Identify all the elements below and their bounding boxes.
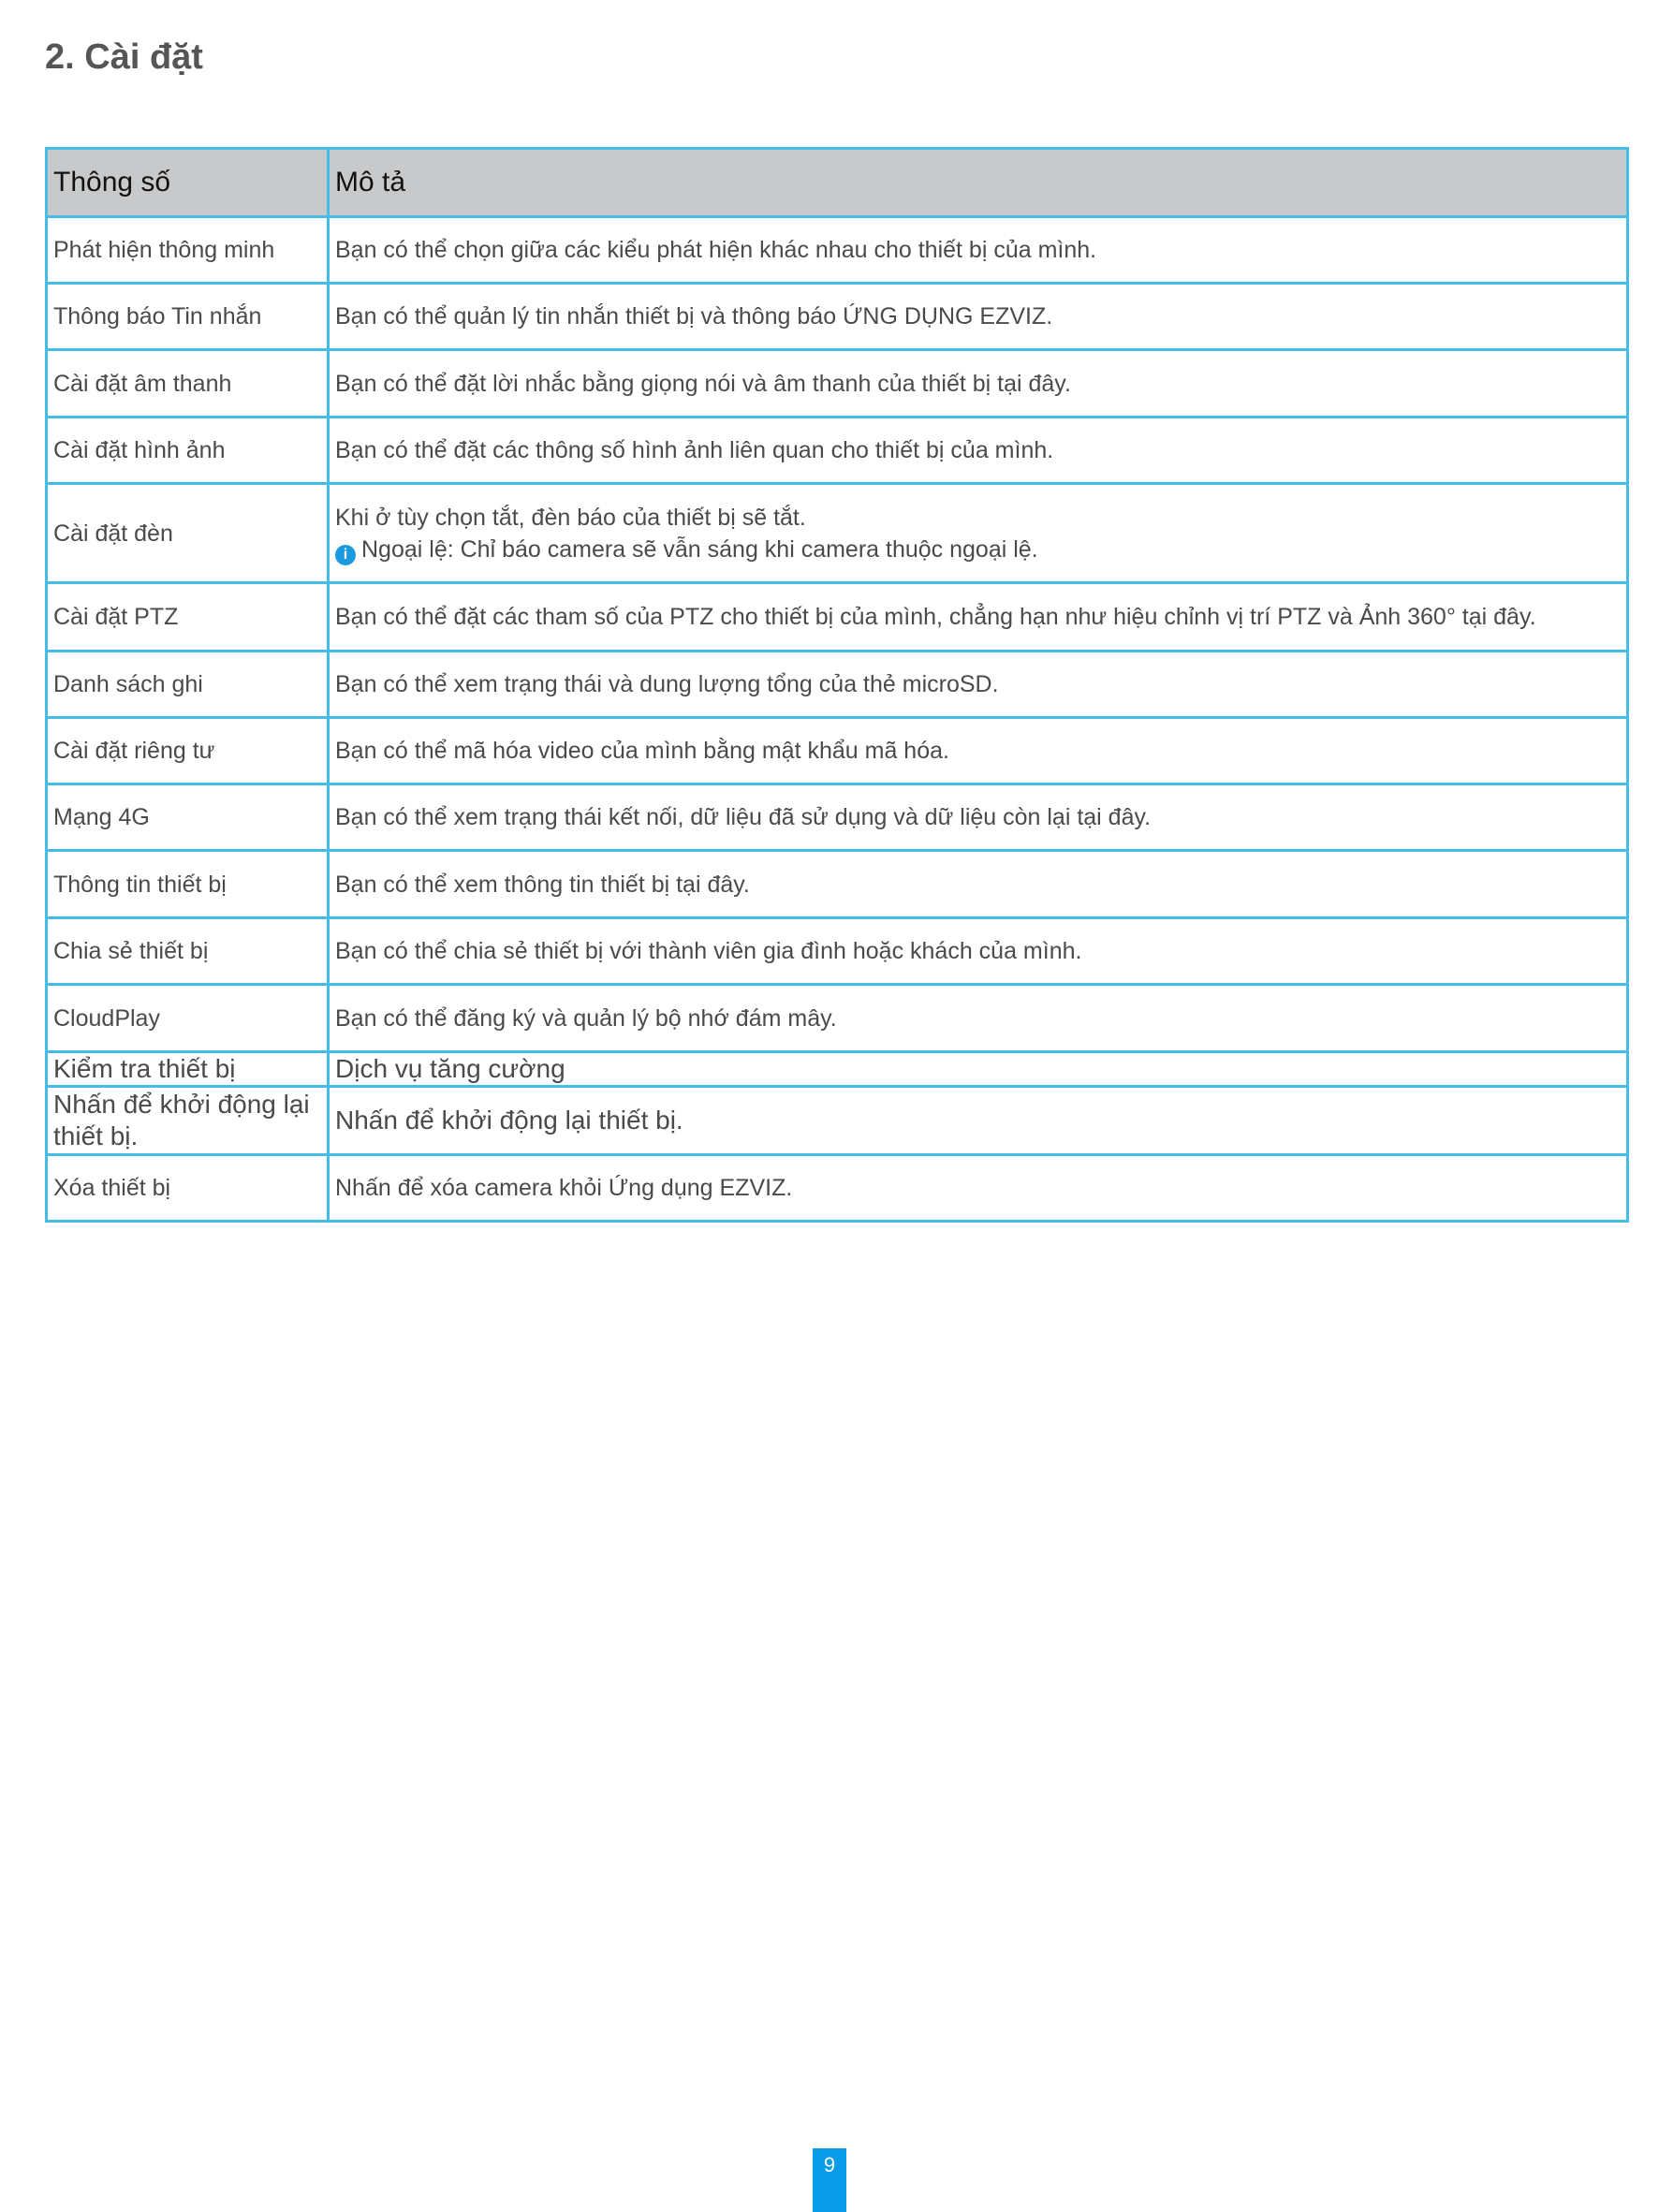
header-desc: Mô tả: [329, 149, 1628, 217]
desc-cell: Bạn có thể xem trạng thái và dung lượng tổng của thẻ microSD.: [329, 652, 1628, 718]
desc-cell: Bạn có thể chọn giữa các kiểu phát hiện khác nhau cho thiết bị của mình.: [329, 217, 1628, 284]
desc-text: Khi ở tùy chọn tắt, đèn báo của thiết bị sẽ tắt.: [335, 504, 806, 531]
section-title: 2. Cài đặt: [45, 37, 203, 77]
param-cell: Cài đặt âm thanh: [47, 350, 329, 417]
param-cell: Cài đặt đèn: [47, 484, 329, 583]
table-row: [47, 652, 1628, 718]
table-row: [47, 985, 1628, 1052]
desc-cell: Bạn có thể quản lý tin nhắn thiết bị và thông báo ỨNG DỤNG EZVIZ.: [329, 284, 1628, 350]
table-row: [47, 918, 1628, 985]
desc-cell: Bạn có thể mã hóa video của mình bằng mật khẩu mã hóa.: [329, 718, 1628, 784]
desc-cell: Bạn có thể chia sẻ thiết bị với thành viên gia đình hoặc khách của mình.: [329, 918, 1628, 985]
table-row: [47, 484, 1628, 583]
desc-cell: Bạn có thể đăng ký và quản lý bộ nhớ đám mây.: [329, 985, 1628, 1052]
table-header: [47, 149, 1628, 217]
desc-cell: Bạn có thể xem trạng thái kết nối, dữ liệu đã sử dụng và dữ liệu còn lại tại đây.: [329, 784, 1628, 851]
info-icon: i: [335, 545, 356, 565]
param-cell: Xóa thiết bị: [47, 1155, 329, 1222]
table-row: [47, 583, 1628, 652]
table-row: [47, 784, 1628, 851]
table-row: [47, 1087, 1628, 1155]
desc-cell: Bạn có thể đặt lời nhắc bằng giọng nói và âm thanh của thiết bị tại đây.: [329, 350, 1628, 417]
note: [335, 534, 1621, 565]
param-cell: Danh sách ghi: [47, 652, 329, 718]
table-row: [47, 851, 1628, 918]
table-row: [47, 350, 1628, 417]
header-param: Thông số: [47, 149, 329, 217]
param-cell: Mạng 4G: [47, 784, 329, 851]
desc-cell: Nhấn để khởi động lại thiết bị.: [329, 1087, 1628, 1155]
desc-cell: Bạn có thể đặt các thông số hình ảnh liên quan cho thiết bị của mình.: [329, 417, 1628, 484]
param-cell: Thông tin thiết bị: [47, 851, 329, 918]
param-cell: Thông báo Tin nhắn: [47, 284, 329, 350]
param-cell: CloudPlay: [47, 985, 329, 1052]
table-row: [47, 1155, 1628, 1222]
param-cell: Kiểm tra thiết bị: [47, 1052, 329, 1087]
table-row: [47, 417, 1628, 484]
param-cell: Cài đặt PTZ: [47, 583, 329, 652]
desc-cell: Nhấn để xóa camera khỏi Ứng dụng EZVIZ.: [329, 1155, 1628, 1222]
desc-cell: [329, 484, 1628, 583]
param-cell: Cài đặt riêng tư: [47, 718, 329, 784]
desc-cell: Bạn có thể đặt các tham số của PTZ cho thiết bị của mình, chẳng hạn như hiệu chỉnh vị trí PTZ và Ảnh 360° tại đây.: [329, 583, 1628, 652]
param-cell: Phát hiện thông minh: [47, 217, 329, 284]
param-cell: Cài đặt hình ảnh: [47, 417, 329, 484]
note-text: Ngoại lệ: Chỉ báo camera sẽ vẫn sáng khi camera thuộc ngoại lệ.: [361, 535, 1038, 563]
table-row: [47, 217, 1628, 284]
param-cell: Chia sẻ thiết bị: [47, 918, 329, 985]
param-cell: Nhấn để khởi động lại thiết bị.: [47, 1087, 329, 1155]
desc-cell: Bạn có thể xem thông tin thiết bị tại đây.: [329, 851, 1628, 918]
table-row: [47, 718, 1628, 784]
table-row: [47, 284, 1628, 350]
table-row: [47, 1052, 1628, 1087]
desc-cell: Dịch vụ tăng cường: [329, 1052, 1628, 1087]
page-number: 9: [813, 2148, 846, 2212]
settings-table: [45, 147, 1629, 1223]
